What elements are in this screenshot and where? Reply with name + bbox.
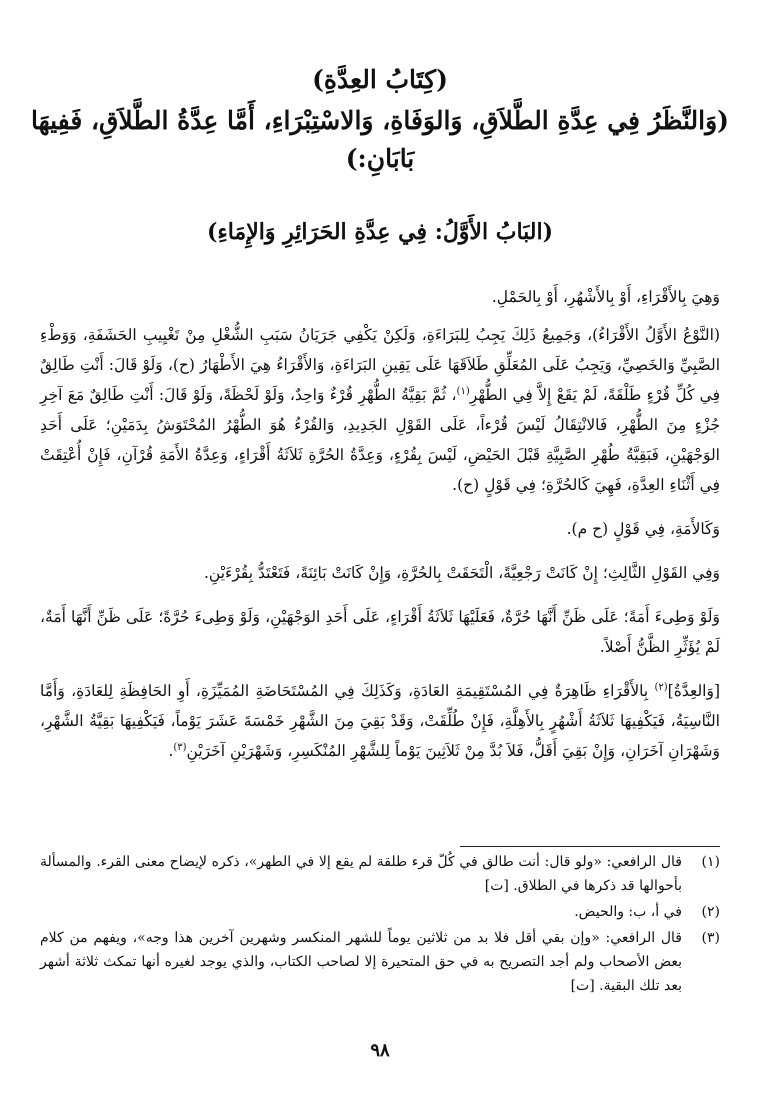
footnote-text: قال الرافعي: «ولو قال: أنت طالق في كُلّ قرء طلقة لم يقع إلا في الطهر»، ذكره لإيضاح معنى القرء. والمسألة بأحوالها قد ذكرها في الطلاق. [ت] (40, 854, 682, 894)
paragraph-iddah-text-a: [وَالعِدَّةُ] (667, 682, 720, 700)
paragraph-like-amah: وَكَالأَمَةِ، فِي قَوْلٍ (ح م). (566, 520, 720, 538)
paragraph-third-opinion: وَفِي القَوْلِ الثَّالِثِ؛ إِنْ كَانَتْ رَجْعِيَّةً، الْتَحَقَتْ بِالحُرَّةِ، وَإِنْ كَانَتْ بَائِنَةً، فَتَعْتَدُّ بِقُرْءَيْنِ. (203, 564, 720, 582)
footnote-item (40, 926, 720, 998)
section-title: (وَالنَّظَرُ فِي عِدَّةِ الطَّلاَقِ، وَالوَفَاةِ، وَالاسْتِبْرَاءِ، أَمَّا عِدَّةُ الطَّلاَقِ، فَفِيهَا بَابَانِ:) (30, 106, 729, 173)
paragraph-aqraa-text-a: (النَّوْعُ الأَوَّلُ الأَقْرَاءُ)، وَجَمِيعُ ذَلِكَ يَجِبُ لِلبَرَاءَةِ، وَلَكِنْ يَكْفِي جَرَيَانُ سَبَبِ الشُّغْلِ مِنْ تَغْيِيبِ الحَشَفَةِ، وَوَطْءِ الصَّبِيِّ وَالخَصِيِّ، وَيَجِبُ عَلَى المُعَلِّقِ طَلاَقَهَا عَلَى يَقِينِ البَرَاءَةِ، وَالأَقْرَاءُ هِيَ الأَطْهَارُ (ح)، وَلَوْ قَالَ: أَنْتِ طَالِقٌ فِي كُلِّ قُرْءٍ طَلْقَةً، لَمْ يَقَعْ إِلاَّ فِي الطُّهْرِ (40, 326, 721, 404)
footnote-ref-1[interactable]: (١) (456, 385, 470, 397)
page-number: ٩٨ (370, 1040, 390, 1061)
paragraph-aqraa (40, 320, 720, 500)
paragraph-iddah-text-c: . (168, 742, 174, 760)
paragraph-iddah (40, 676, 720, 766)
footnote-text: قال الرافعي: «وإن بقي أقل فلا بد من ثلاثين يوماً للشهر المنكسر وشهرين آخرين هذا وجه»، ويفهم من كلام بعض الأصحاب ولم أجد التصريح به في حق المتحيرة إلا لصاحب الكتاب، والذي يوجد لغيره أنها تمكث ثلاثة أشهر بعد تلك البقية. [ت] (40, 930, 682, 994)
main-text (40, 282, 720, 766)
paragraph-watia: وَلَوْ وَطِىءَ أَمَةً؛ عَلَى ظَنِّ أَنَّهَا حُرَّةٌ، فَعَلَيْهَا ثَلاَثَةُ أَقْرَاءٍ، عَلَى أَحَدِ الوَجْهَيْنِ، وَلَوْ وَطِىءَ حُرَّةً؛ عَلَى ظَنِّ أَنَّهَا أَمَةٌ، لَمْ يُؤَثِّرِ الظَّنُّ أَصْلاً. (40, 608, 720, 656)
book-title: (كِتَابُ العِدَّةِ) (312, 65, 448, 94)
footnote-number: (٢) (701, 904, 720, 920)
footnote-item (40, 900, 720, 924)
footnote-separator (460, 846, 720, 847)
paragraph-intro: وَهِيَ بِالأَقْرَاءِ، أَوْ بِالأَشْهُرِ، أَوْ بِالحَمْلِ. (491, 288, 720, 306)
footnote-ref-2[interactable]: (٢) (654, 681, 668, 693)
footnote-ref-3[interactable]: (٣) (173, 741, 187, 753)
paragraph-iddah-text-b: بِالأَقْرَاءِ ظَاهِرَةٌ فِي المُسْتَقِيمَةِ العَادَةِ، وَكَذَلِكَ فِي المُسْتَحَاضَةِ المُمَيِّزَةِ، أَوِ الحَافِظَةِ لِلعَادَةِ، وَأَمَّا النَّاسِيَةُ، فَيَكْفِيهَا ثَلاَثَةُ أَشْهُرٍ بِالأَهِلَّةِ، فَإِنْ طُلِّقَتْ، وَقَدْ بَقِيَ مِنَ الشَّهْرِ خَمْسَةَ عَشَرَ يَوْماً، فَيَكْفِيهَا بَقِيَّةُ الشَّهْرِ، وَشَهْرَانِ آخَرَانِ، وَإِنْ بَقِيَ أَقَلُّ، فَلاَ بُدَّ مِنْ ثَلاَثِينَ يَوْماً لِلشَّهْرِ المُنْكَسِرِ، وَشَهْرَيْنِ آخَرَيْنِ (40, 682, 720, 760)
paragraph-aqraa-text-b: ، ثُمَّ بَقِيَّةُ الطُّهْرِ قُرْءٌ وَاحِدٌ، وَلَوْ لَحْظَةً، وَلَوْ قَالَ: أَنْتِ طَالِقٌ مَعَ آخِرِ جُزْءٍ مِنَ الطُّهْرِ، فَالانْتِقَالُ لَيْسَ قُرْءاً، عَلَى القَوْلِ الجَدِيدِ، وَالقُرْءُ هُوَ الطُّهْرُ المُحْتَوَشُ بِدَمَيْنِ؛ عَلَى أَحَدِ الوَجْهَيْنِ، فَبَقِيَّةُ طُهْرِ الصَّبِيَّةِ قَبْلَ الحَيْضِ، لَيْسَ بِقُرْءٍ، وَعِدَّةُ الحُرَّةِ ثَلاَثَةُ أَقْرَاءٍ، وَعِدَّةُ الأَمَةِ قُرْآنِ، فَإِنْ أُعْتِقَتْ فِي أَثْنَاءِ العِدَّةِ، فَهِيَ كَالحُرَّةِ؛ فِي قَوْلٍ (ح). (40, 386, 720, 494)
footnotes (40, 850, 720, 1000)
chapter-title: (البَابُ الأَوَّلُ: فِي عِدَّةِ الحَرَائِرِ وَالإِمَاءِ) (206, 219, 554, 245)
footnote-item (40, 850, 720, 898)
footnote-text: في أ، ب: والحيض. (574, 904, 682, 920)
footnote-number: (١) (701, 854, 720, 870)
footnote-number: (٣) (701, 930, 720, 946)
